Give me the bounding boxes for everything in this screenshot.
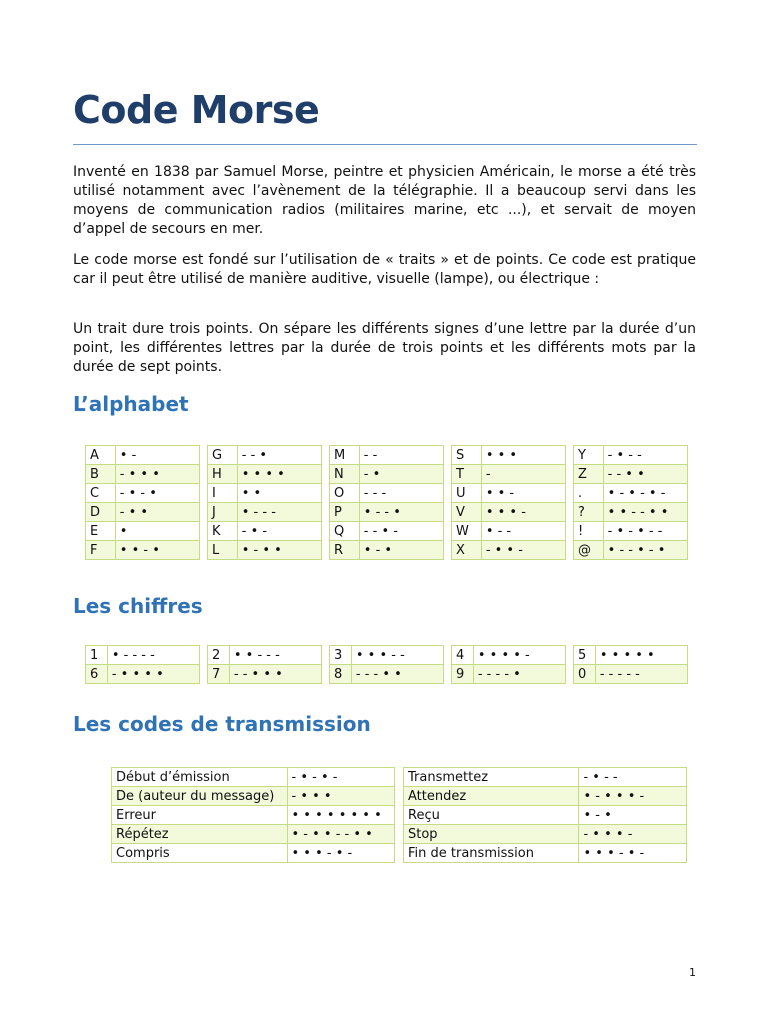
- letter-table: [85, 445, 200, 560]
- letter-row: [86, 541, 200, 560]
- transmission-table: [403, 767, 687, 863]
- letter-row: [208, 522, 322, 541]
- letter-code: • • • -: [481, 503, 565, 522]
- letter-label: T: [452, 465, 482, 484]
- letter-row: [452, 503, 566, 522]
- letter-code: -: [481, 465, 565, 484]
- digit-code: • • • - -: [351, 646, 443, 665]
- digit-row: [452, 646, 566, 665]
- letter-label: .: [574, 484, 604, 503]
- letter-label: @: [574, 541, 604, 560]
- letter-label: H: [208, 465, 238, 484]
- transmission-code: • - • • • -: [579, 787, 687, 806]
- letter-label: E: [86, 522, 116, 541]
- letter-row: [452, 541, 566, 560]
- letter-label: B: [86, 465, 116, 484]
- digit-code: • - - - -: [107, 646, 199, 665]
- letter-code: - • -: [237, 522, 321, 541]
- transmission-label: Attendez: [404, 787, 579, 806]
- letter-label: V: [452, 503, 482, 522]
- letter-label: S: [452, 446, 482, 465]
- letter-label: A: [86, 446, 116, 465]
- letter-row: [330, 522, 444, 541]
- digit-row: [574, 646, 688, 665]
- letter-table: [451, 445, 566, 560]
- digit-label: 1: [86, 646, 108, 665]
- transmission-table: [111, 767, 395, 863]
- letter-code: • • - •: [115, 541, 199, 560]
- letter-code: • - - -: [237, 503, 321, 522]
- letter-code: • - - •: [359, 503, 443, 522]
- transmission-code: • - • • - - • •: [287, 825, 395, 844]
- page-number: 1: [689, 966, 696, 979]
- letter-table: [207, 445, 322, 560]
- principle-paragraph: Le code morse est fondé sur l’utilisation de « traits » et de points. Ce code est pratique car il peut être utilisé de manière auditive, visuelle (lampe), ou électrique :: [73, 252, 696, 287]
- digit-label: 9: [452, 665, 474, 684]
- section-heading-chiffres: Les chiffres: [73, 594, 203, 618]
- digit-label: 4: [452, 646, 474, 665]
- letter-table: [329, 445, 444, 560]
- section-heading-alphabet: L’alphabet: [73, 392, 189, 416]
- digit-row: [208, 646, 322, 665]
- digit-label: 7: [208, 665, 230, 684]
- letter-code: • • • •: [237, 465, 321, 484]
- transmission-row: [404, 787, 687, 806]
- letter-code: - - •: [237, 446, 321, 465]
- letter-label: G: [208, 446, 238, 465]
- digit-table: [85, 645, 200, 684]
- digit-code: - - • • •: [229, 665, 321, 684]
- digit-label: 0: [574, 665, 596, 684]
- letter-row: [208, 465, 322, 484]
- letter-label: R: [330, 541, 360, 560]
- letter-row: [208, 484, 322, 503]
- digit-code: - • • • •: [107, 665, 199, 684]
- digit-tables: [85, 645, 688, 684]
- alphabet-tables: [85, 445, 688, 560]
- letter-row: [86, 503, 200, 522]
- letter-row: [452, 484, 566, 503]
- digit-label: 3: [330, 646, 352, 665]
- letter-row: [208, 541, 322, 560]
- letter-label: P: [330, 503, 360, 522]
- letter-label: K: [208, 522, 238, 541]
- transmission-code: • • • - • -: [287, 844, 395, 863]
- letter-code: - • • •: [115, 465, 199, 484]
- letter-code: - •: [359, 465, 443, 484]
- letter-label: Z: [574, 465, 604, 484]
- digit-code: • • • • -: [473, 646, 565, 665]
- letter-code: - • - •: [115, 484, 199, 503]
- transmission-code: • - •: [579, 806, 687, 825]
- digit-row: [208, 665, 322, 684]
- digit-code: - - - - •: [473, 665, 565, 684]
- letter-label: U: [452, 484, 482, 503]
- transmission-row: [112, 768, 395, 787]
- letter-label: I: [208, 484, 238, 503]
- letter-row: [330, 503, 444, 522]
- letter-row: [86, 465, 200, 484]
- letter-code: • • -: [481, 484, 565, 503]
- digit-row: [330, 665, 444, 684]
- transmission-code: - • • • -: [579, 825, 687, 844]
- letter-row: [574, 484, 688, 503]
- letter-code: • - • •: [237, 541, 321, 560]
- transmission-row: [404, 825, 687, 844]
- transmission-label: Compris: [112, 844, 288, 863]
- letter-label: J: [208, 503, 238, 522]
- digit-label: 8: [330, 665, 352, 684]
- transmission-row: [112, 787, 395, 806]
- digit-row: [574, 665, 688, 684]
- letter-label: D: [86, 503, 116, 522]
- letter-code: - • - • - -: [603, 522, 687, 541]
- section-heading-transmission: Les codes de transmission: [73, 712, 371, 736]
- transmission-label: Fin de transmission: [404, 844, 579, 863]
- letter-label: X: [452, 541, 482, 560]
- letter-code: • - -: [481, 522, 565, 541]
- letter-row: [574, 522, 688, 541]
- letter-row: [330, 465, 444, 484]
- letter-row: [452, 446, 566, 465]
- letter-code: •: [115, 522, 199, 541]
- transmission-code: • • • - • -: [579, 844, 687, 863]
- transmission-label: Répétez: [112, 825, 288, 844]
- digit-table: [207, 645, 322, 684]
- transmission-tables: [111, 767, 687, 863]
- letter-code: - - • -: [359, 522, 443, 541]
- digit-code: • • - - -: [229, 646, 321, 665]
- letter-row: [330, 484, 444, 503]
- letter-row: [330, 541, 444, 560]
- letter-code: - • - -: [603, 446, 687, 465]
- letter-code: • •: [237, 484, 321, 503]
- transmission-row: [404, 806, 687, 825]
- letter-label: W: [452, 522, 482, 541]
- transmission-row: [404, 768, 687, 787]
- letter-row: [86, 484, 200, 503]
- letter-label: N: [330, 465, 360, 484]
- letter-code: • • - - • •: [603, 503, 687, 522]
- transmission-label: Erreur: [112, 806, 288, 825]
- letter-code: - • •: [115, 503, 199, 522]
- digit-row: [86, 646, 200, 665]
- letter-row: [452, 522, 566, 541]
- letter-row: [208, 446, 322, 465]
- letter-row: [330, 446, 444, 465]
- letter-label: M: [330, 446, 360, 465]
- letter-row: [86, 446, 200, 465]
- digit-row: [330, 646, 444, 665]
- letter-code: - - • •: [603, 465, 687, 484]
- transmission-label: De (auteur du message): [112, 787, 288, 806]
- digit-label: 2: [208, 646, 230, 665]
- letter-row: [86, 522, 200, 541]
- letter-row: [208, 503, 322, 522]
- digit-code: • • • • •: [595, 646, 687, 665]
- transmission-label: Transmettez: [404, 768, 579, 787]
- letter-code: • • •: [481, 446, 565, 465]
- letter-table: [573, 445, 688, 560]
- letter-row: [574, 465, 688, 484]
- letter-row: [574, 503, 688, 522]
- letter-code: - • • -: [481, 541, 565, 560]
- letter-label: !: [574, 522, 604, 541]
- title-underline: [73, 144, 697, 145]
- transmission-code: - • - -: [579, 768, 687, 787]
- transmission-code: - • • •: [287, 787, 395, 806]
- transmission-label: Stop: [404, 825, 579, 844]
- letter-code: • - - • - •: [603, 541, 687, 560]
- letter-code: - -: [359, 446, 443, 465]
- letter-code: • - •: [359, 541, 443, 560]
- letter-label: Q: [330, 522, 360, 541]
- transmission-row: [112, 806, 395, 825]
- timing-paragraph: Un trait dure trois points. On sépare les différents signes d’une lettre par la durée d’un point, les différentes lettres par la durée de trois points et les différents mots par la durée de sept points.: [73, 321, 696, 375]
- digit-row: [86, 665, 200, 684]
- transmission-row: [112, 825, 395, 844]
- letter-label: C: [86, 484, 116, 503]
- digit-row: [452, 665, 566, 684]
- letter-code: • -: [115, 446, 199, 465]
- letter-label: ?: [574, 503, 604, 522]
- letter-label: Y: [574, 446, 604, 465]
- letter-code: - - -: [359, 484, 443, 503]
- intro-paragraph: Inventé en 1838 par Samuel Morse, peintre et physicien Américain, le morse a été très utilisé notamment avec l’avènement de la télégraphie. Il a beaucoup servi dans les moyens de communication radios (militaires marine, etc ...), et servait de moyen d’appel de secours en mer.: [73, 164, 696, 237]
- page-title: Code Morse: [73, 88, 320, 132]
- digit-table: [451, 645, 566, 684]
- transmission-code: • • • • • • • •: [287, 806, 395, 825]
- transmission-code: - • - • -: [287, 768, 395, 787]
- letter-row: [574, 446, 688, 465]
- letter-label: F: [86, 541, 116, 560]
- transmission-label: Début d’émission: [112, 768, 288, 787]
- digit-table: [329, 645, 444, 684]
- digit-table: [573, 645, 688, 684]
- digit-code: - - - - -: [595, 665, 687, 684]
- transmission-label: Reçu: [404, 806, 579, 825]
- digit-label: 6: [86, 665, 108, 684]
- letter-label: O: [330, 484, 360, 503]
- digit-code: - - - • •: [351, 665, 443, 684]
- letter-label: L: [208, 541, 238, 560]
- transmission-row: [112, 844, 395, 863]
- letter-code: • - • - • -: [603, 484, 687, 503]
- transmission-row: [404, 844, 687, 863]
- digit-label: 5: [574, 646, 596, 665]
- letter-row: [574, 541, 688, 560]
- letter-row: [452, 465, 566, 484]
